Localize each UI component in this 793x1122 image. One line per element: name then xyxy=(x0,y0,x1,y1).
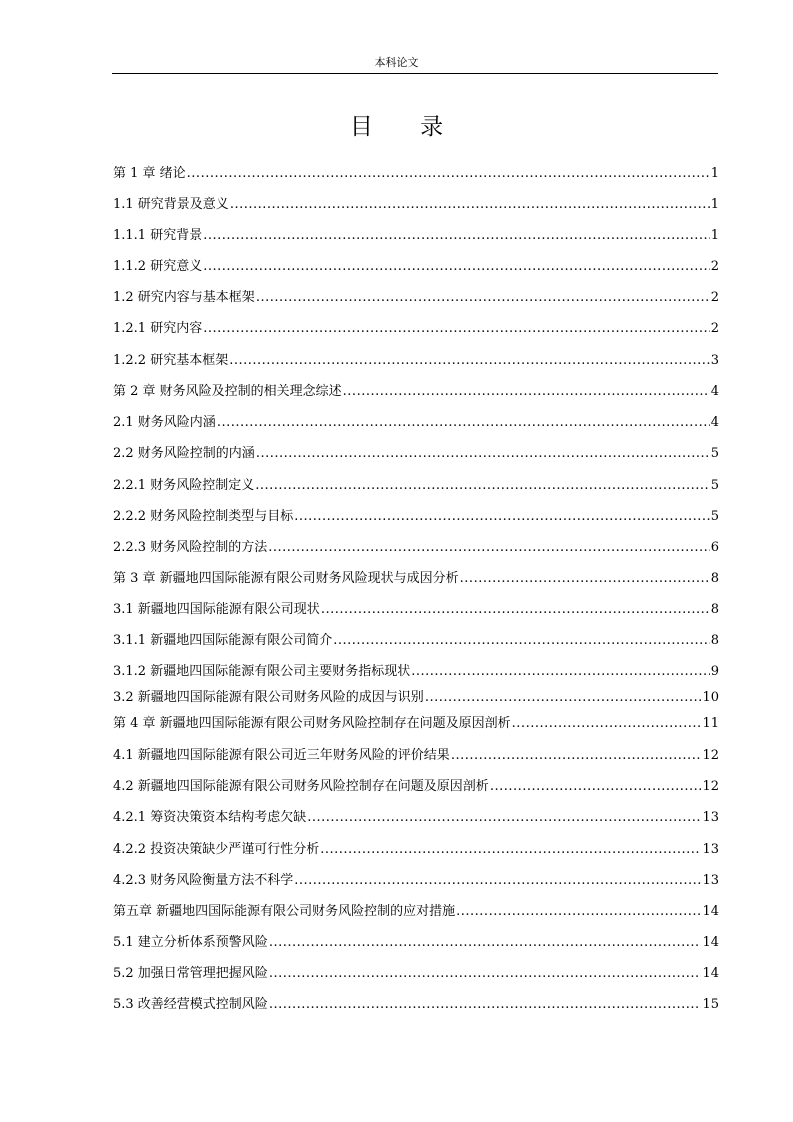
toc-entry-label: 第 2 章 财务风险及控制的相关理念综述 xyxy=(113,384,342,399)
toc-entry xyxy=(113,664,719,680)
toc-entry xyxy=(113,842,719,858)
toc-entry-label: 1.1.1 研究背景 xyxy=(113,228,203,243)
toc-entry-page: 13 xyxy=(702,842,719,857)
toc-entry xyxy=(113,228,719,244)
toc-entry xyxy=(113,166,719,182)
toc-entry-label: 1.2.2 研究基本框架 xyxy=(113,353,229,368)
toc-leader xyxy=(320,842,701,858)
toc-entry xyxy=(113,935,719,951)
toc-entry xyxy=(113,321,719,337)
toc-entry-page: 12 xyxy=(702,748,719,763)
toc-entry xyxy=(113,353,719,369)
toc-entry-page: 3 xyxy=(710,353,719,368)
toc-leader xyxy=(203,321,710,337)
toc-entry xyxy=(113,540,719,556)
toc-entry xyxy=(113,478,719,494)
toc-entry-label: 3.1.2 新疆地四国际能源有限公司主要财务指标现状 xyxy=(113,664,411,679)
toc-leader xyxy=(460,571,710,587)
toc-leader xyxy=(203,259,710,275)
toc-leader xyxy=(269,997,702,1013)
toc-entry-label: 第 3 章 新疆地四国际能源有限公司财务风险现状与成因分析 xyxy=(113,571,459,586)
toc-entry-page: 5 xyxy=(710,478,719,493)
toc-entry-page: 13 xyxy=(702,810,719,825)
toc-leader xyxy=(425,690,702,706)
toc-entry xyxy=(113,716,719,732)
toc-entry-page: 11 xyxy=(702,716,719,731)
toc-leader xyxy=(269,935,702,951)
toc-leader xyxy=(294,873,701,889)
toc-leader xyxy=(268,540,710,556)
toc-leader xyxy=(307,810,701,826)
toc-entry xyxy=(113,571,719,587)
toc-entry-page: 2 xyxy=(710,321,719,336)
toc-leader xyxy=(217,415,710,431)
toc-entry-label: 1.2.1 研究内容 xyxy=(113,321,203,336)
toc-leader xyxy=(333,633,710,649)
toc-entry-page: 14 xyxy=(702,935,719,950)
toc-leader xyxy=(269,966,702,982)
toc-entry-page: 10 xyxy=(702,690,719,705)
toc-leader xyxy=(411,664,710,680)
toc-entry-label: 第五章 新疆地四国际能源有限公司财务风险控制的应对措施 xyxy=(113,904,456,919)
toc-leader xyxy=(256,446,710,462)
toc-entry-label: 2.2 财务风险控制的内涵 xyxy=(113,446,255,461)
toc-entry-label: 4.2.3 财务风险衡量方法不科学 xyxy=(113,873,294,888)
toc-entry-label: 1.1 研究背景及意义 xyxy=(113,197,229,212)
toc-entry-page: 2 xyxy=(710,259,719,274)
toc-entry-page: 8 xyxy=(710,602,719,617)
toc-entry xyxy=(113,290,719,306)
toc-entry xyxy=(113,633,719,649)
toc-entry-label: 3.1 新疆地四国际能源有限公司现状 xyxy=(113,602,320,617)
toc-entry-label: 第 4 章 新疆地四国际能源有限公司财务风险控制存在问题及原因剖析 xyxy=(113,716,511,731)
toc-entry xyxy=(113,966,719,982)
toc-entry-label: 3.2 新疆地四国际能源有限公司财务风险的成因与识别 xyxy=(113,690,424,705)
toc-entry-page: 4 xyxy=(710,415,719,430)
toc-entry-page: 5 xyxy=(710,446,719,461)
toc-entry-page: 8 xyxy=(710,633,719,648)
toc-entry-page: 1 xyxy=(710,228,719,243)
toc-leader xyxy=(203,228,710,244)
toc-entry-page: 14 xyxy=(702,966,719,981)
toc-entry-label: 5.2 加强日常管理把握风险 xyxy=(113,966,268,981)
toc-entry-page: 6 xyxy=(710,540,719,555)
toc-entry xyxy=(113,509,719,525)
toc-leader xyxy=(255,478,710,494)
toc-entry xyxy=(113,415,719,431)
toc-entry-label: 第 1 章 绪论 xyxy=(113,166,186,181)
toc-entry xyxy=(113,904,719,920)
toc-entry xyxy=(113,446,719,462)
toc-leader xyxy=(294,509,710,525)
toc-entry-page: 8 xyxy=(710,571,719,586)
toc-entry-label: 1.2 研究内容与基本框架 xyxy=(113,290,255,305)
toc-entry-page: 1 xyxy=(710,197,719,212)
toc-entry-page: 1 xyxy=(710,166,719,181)
toc-leader xyxy=(456,904,701,920)
toc-entry-label: 4.1 新疆地四国际能源有限公司近三年财务风险的评价结果 xyxy=(113,748,450,763)
toc-entry-label: 5.1 建立分析体系预警风险 xyxy=(113,935,268,950)
toc-entry xyxy=(113,197,719,213)
toc-entry xyxy=(113,384,719,400)
toc-leader xyxy=(490,779,702,795)
table-of-contents xyxy=(113,0,719,1122)
toc-leader xyxy=(230,197,710,213)
toc-entry xyxy=(113,779,719,795)
toc-leader xyxy=(343,384,710,400)
toc-entry-page: 14 xyxy=(702,904,719,919)
toc-entry xyxy=(113,873,719,889)
toc-entry-page: 5 xyxy=(710,509,719,524)
toc-leader xyxy=(451,748,702,764)
toc-entry-label: 2.2.3 财务风险控制的方法 xyxy=(113,540,268,555)
page-title: 目 录 xyxy=(349,114,464,140)
toc-leader xyxy=(321,602,710,618)
toc-entry-page: 2 xyxy=(710,290,719,305)
toc-entry-label: 1.1.2 研究意义 xyxy=(113,259,203,274)
toc-entry-page: 4 xyxy=(710,384,719,399)
toc-entry xyxy=(113,690,719,706)
toc-entry xyxy=(113,602,719,618)
toc-entry-label: 4.2.1 筹资决策资本结构考虑欠缺 xyxy=(113,810,307,825)
toc-leader xyxy=(256,290,710,306)
page-header: 本科论文 xyxy=(374,56,419,69)
toc-entry xyxy=(113,259,719,275)
toc-entry-label: 2.2.2 财务风险控制类型与目标 xyxy=(113,509,294,524)
toc-entry-label: 2.1 财务风险内涵 xyxy=(113,415,216,430)
toc-leader xyxy=(187,166,710,182)
toc-entry-page: 12 xyxy=(702,779,719,794)
toc-entry-page: 9 xyxy=(710,664,719,679)
toc-entry-page: 13 xyxy=(702,873,719,888)
toc-entry xyxy=(113,748,719,764)
toc-entry-label: 4.2.2 投资决策缺少严谨可行性分析 xyxy=(113,842,320,857)
toc-entry-label: 5.3 改善经营模式控制风险 xyxy=(113,997,268,1012)
toc-entry-label: 4.2 新疆地四国际能源有限公司财务风险控制存在问题及原因剖析 xyxy=(113,779,489,794)
toc-leader xyxy=(229,353,710,369)
toc-entry-label: 3.1.1 新疆地四国际能源有限公司简介 xyxy=(113,633,333,648)
toc-entry xyxy=(113,997,719,1013)
toc-leader xyxy=(512,716,702,732)
toc-entry xyxy=(113,810,719,826)
toc-entry-label: 2.2.1 财务风险控制定义 xyxy=(113,478,255,493)
toc-entry-page: 15 xyxy=(702,997,719,1012)
